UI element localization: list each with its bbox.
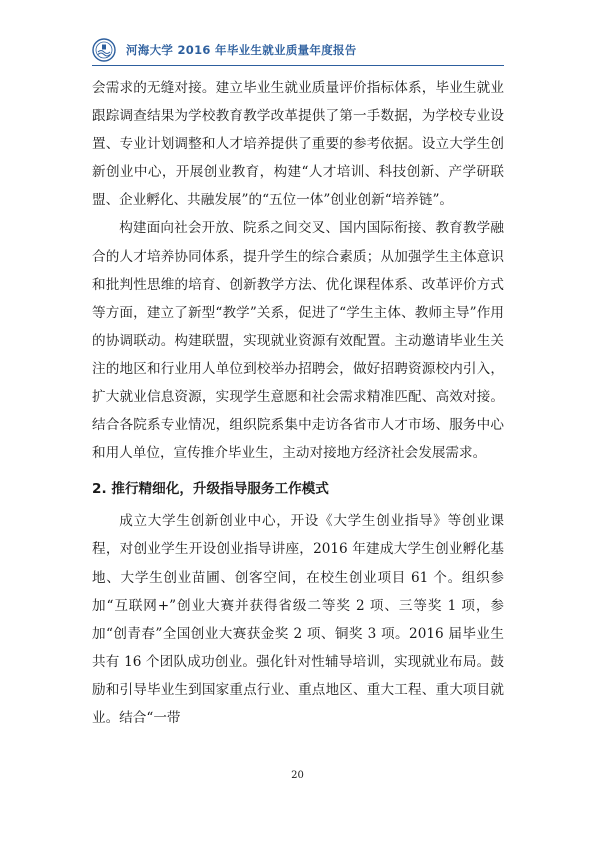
paragraph-1: 会需求的无缝对接。建立毕业生就业质量评价指标体系，毕业生就业跟踪调查结果为学校教育教学改革提供了第一手数据，为学校专业设置、专业计划调整和人才培养提供了重要的参考依据。设立大学生创新创业中心，开展创业教育，构建“人才培训、科技创新、产学研联盟、企业孵化、共融发展”的“五位一体”创业创新“培养链”。 xyxy=(92,80,504,209)
section-heading: 2. 推行精细化，升级指导服务工作模式 xyxy=(92,481,329,498)
header-divider xyxy=(92,65,504,66)
main-content xyxy=(92,74,504,732)
paragraph-2: 构建面向社会开放、院系之间交叉、国内国际衔接、教育教学融合的人才培养协同体系，提升学生的综合素质；从加强学生主体意识和批判性思维的培育、创新教学方法、优化课程体系、改革评价方式等方面，建立了新型“教学”关系，促进了“学生主体、教师主导”作用的协调联动。构建联盟，实现就业资源有效配置。主动邀请毕业生关注的地区和行业用人单位到校举办招聘会，做好招聘资源校内引入，扩大就业信息资源，实现学生意愿和社会需求精准匹配、高效对接。结合各院系专业情况，组织院系集中走访各省市人才市场、服务中心和用人单位，宣传推介毕业生，主动对接地方经济社会发展需求。 xyxy=(92,220,504,462)
page-number: 20 xyxy=(291,770,304,781)
report-title: 河海大学 2016 年毕业生就业质量年度报告 xyxy=(126,43,357,57)
university-logo-icon xyxy=(92,38,116,62)
page-header xyxy=(92,38,512,64)
paragraph-3: 成立大学生创新创业中心，开设《大学生创业指导》等创业课程，对创业学生开设创业指导讲座，2016 年建成大学生创业孵化基地、大学生创业苗圃、创客空间，在校生创业项目 61 个。组织参加“互联网+”创业大赛并获得省级二等奖 2 项、三等奖 1 项，参加“创青春”全国创业大赛获金奖 2 项、铜奖 3 项。2016 届毕业生共有 16 个团队成功创业。强化针对性辅导培训，实现就业布局。鼓励和引导毕业生到国家重点行业、重点地区、重大工程、重大项目就业。结合“一带 xyxy=(92,513,504,726)
